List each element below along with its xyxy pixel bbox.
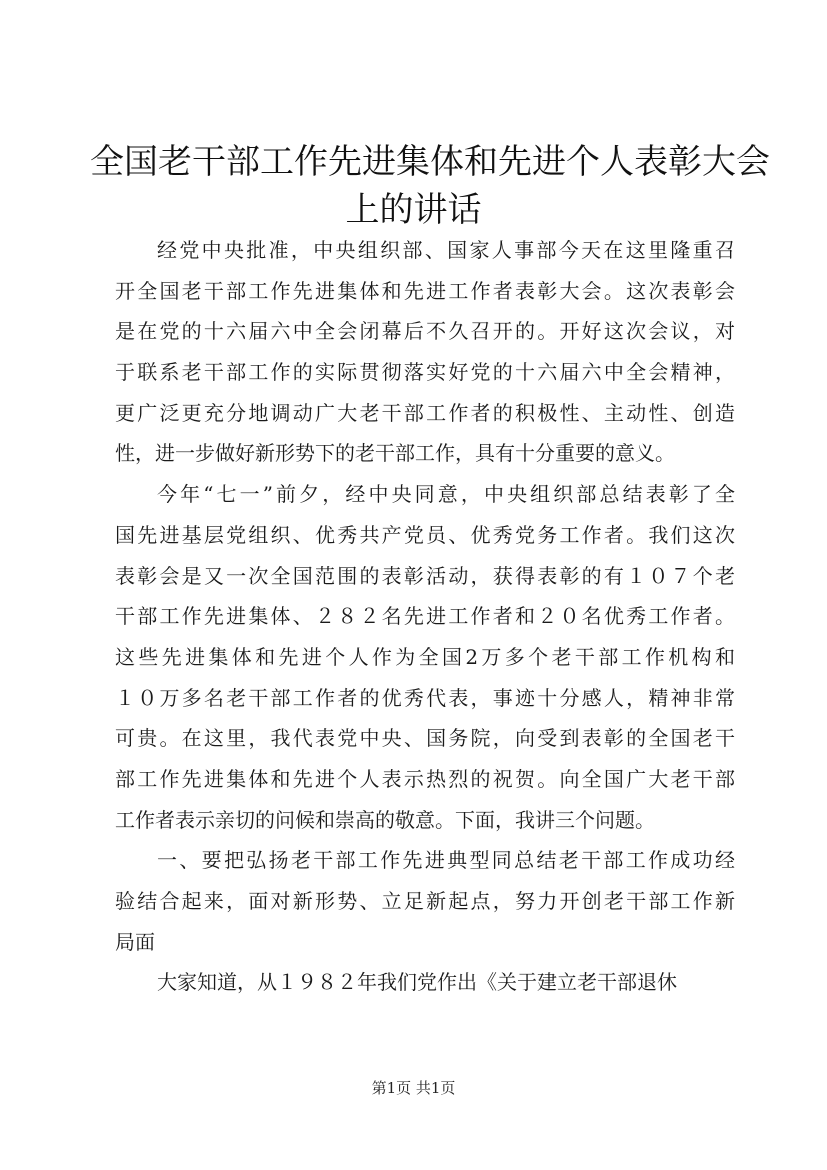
document-title-line-1: 全国老干部工作先进集体和先进个人表彰大会 — [90, 142, 770, 182]
paragraph-line: 性，进一步做好新形势下的老干部工作，具有十分重要的意义。 — [115, 441, 675, 466]
paragraph-line: 部工作先进集体和先进个人表示热烈的祝贺。向全国广大老干部 — [115, 766, 735, 791]
paragraph-line: 今年“七一”前夕，经中央同意，中央组织部总结表彰了全 — [157, 482, 735, 507]
paragraph-line: 这些先进集体和先进个人作为全国2万多个老干部工作机构和 — [115, 644, 735, 669]
paragraph-line: 大家知道，从１９８２年我们党作出《关于建立老干部退休 — [157, 970, 677, 995]
paragraph-line: 可贵。在这里，我代表党中央、国务院，向受到表彰的全国老干 — [115, 726, 735, 751]
section-heading-line: 一、要把弘扬老干部工作先进典型同总结老干部工作成功经 — [157, 848, 735, 873]
paragraph-line: 工作者表示亲切的问候和崇高的敬意。下面，我讲三个问题。 — [115, 807, 655, 832]
document-title-line-2: 上的讲话 — [345, 190, 482, 230]
paragraph-line: 干部工作先进集体、２８２名先进工作者和２０名优秀工作者。 — [115, 604, 735, 629]
paragraph-line: 国先进基层党组织、优秀共产党员、优秀党务工作者。我们这次 — [115, 522, 735, 547]
paragraph-line: 更广泛更充分地调动广大老干部工作者的积极性、主动性、创造 — [115, 400, 735, 425]
paragraph-line: 经党中央批准，中央组织部、国家人事部今天在这里隆重召 — [157, 238, 735, 262]
paragraph-line: 于联系老干部工作的实际贯彻落实好党的十六届六中全会精神， — [115, 360, 735, 385]
paragraph-line: 表彰会是又一次全国范围的表彰活动，获得表彰的有１０７个老 — [115, 563, 735, 588]
section-heading-line: 验结合起来，面对新形势、立足新起点，努力开创老干部工作新 — [115, 889, 735, 913]
page-footer: 第1页 共1页 — [371, 1079, 456, 1097]
paragraph-line: 是在党的十六届六中全会闭幕后不久召开的。开好这次会议，对 — [115, 319, 735, 344]
section-heading-line: 局面 — [115, 929, 155, 954]
document-body — [115, 230, 735, 1003]
paragraph-line: 开全国老干部工作先进集体和先进工作者表彰大会。这次表彰会 — [115, 278, 735, 303]
paragraph-line: １０万多名老干部工作者的优秀代表，事迹十分感人，精神非常 — [115, 685, 735, 710]
